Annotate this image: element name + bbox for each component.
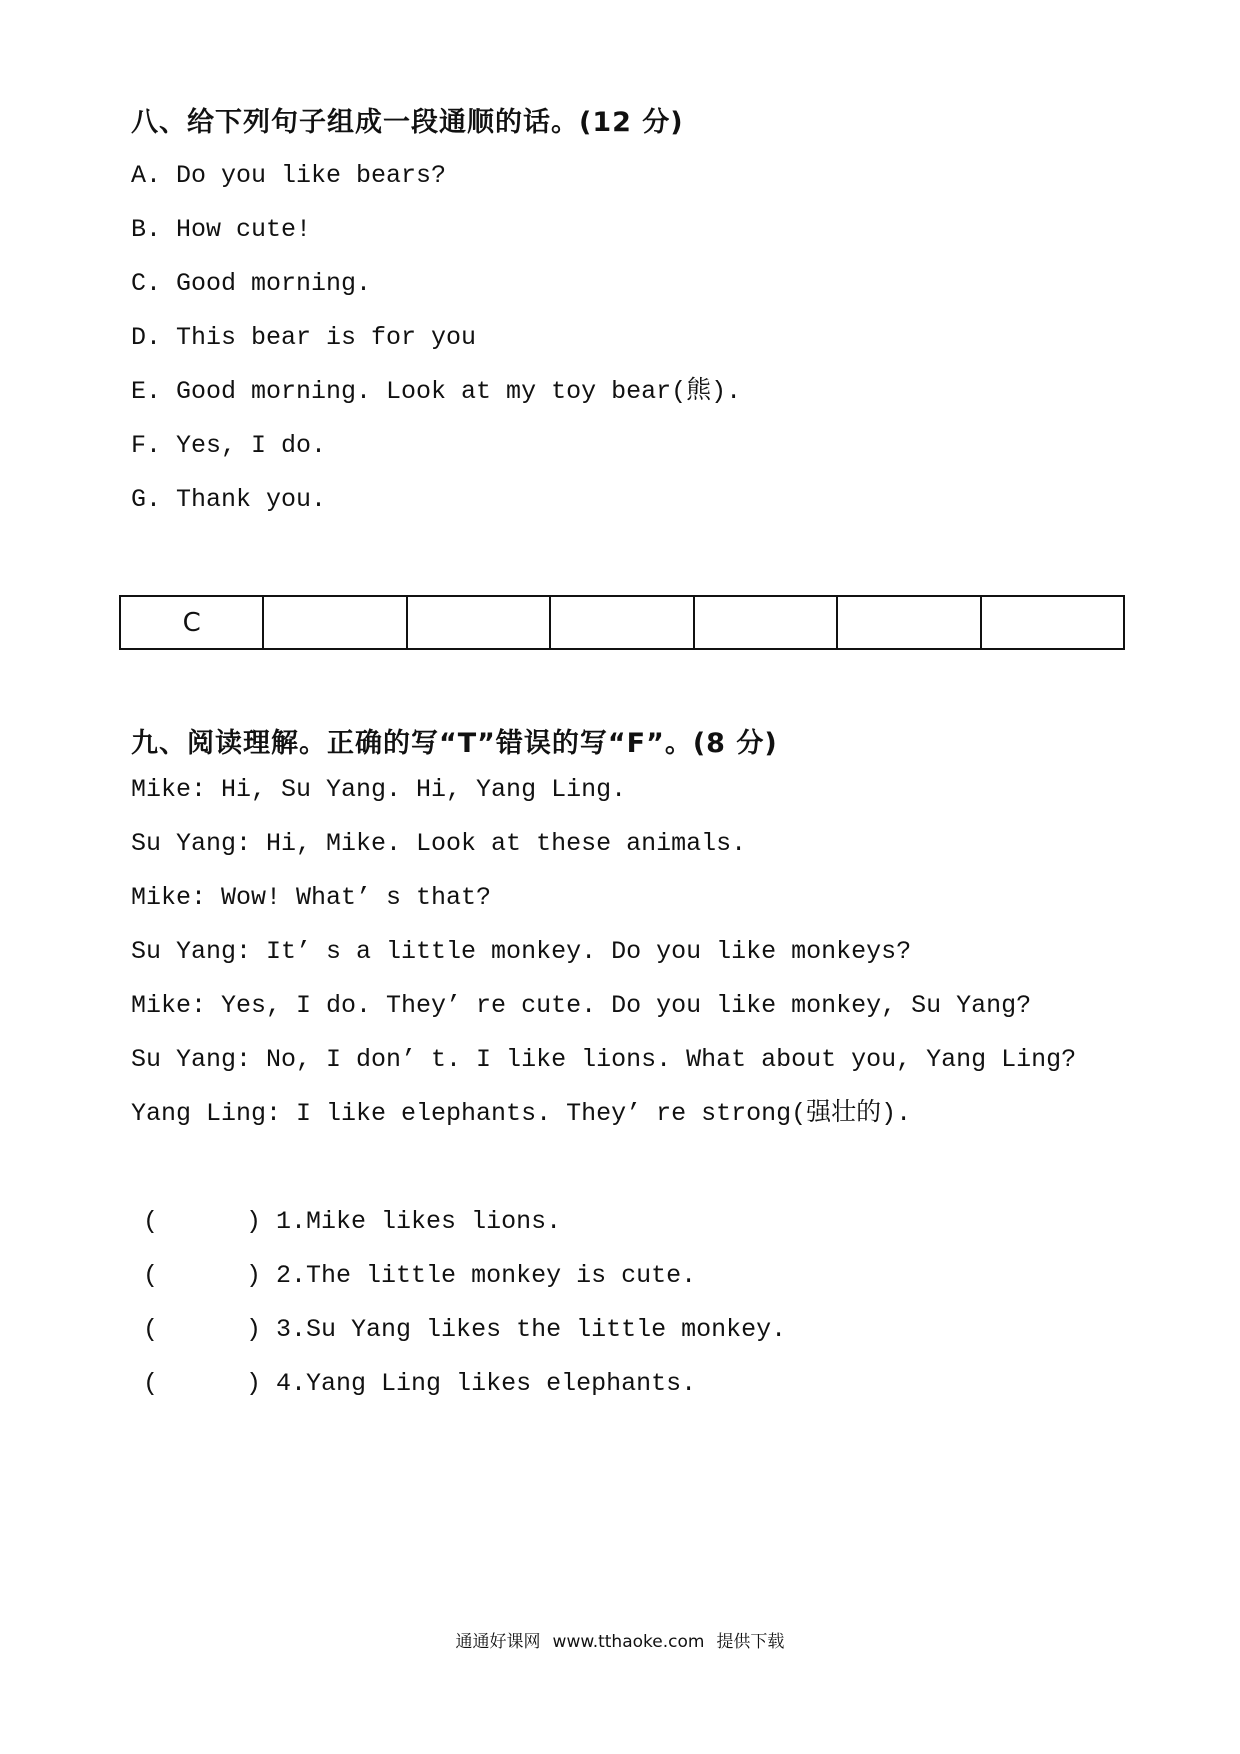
tf-statement-3: 3.Su Yang likes the little monkey. (276, 1315, 787, 1344)
tf-question-2 (143, 1261, 696, 1291)
option-g: G. Thank you. (131, 485, 327, 514)
option-c: C. Good morning. (131, 269, 372, 298)
answer-order-row (120, 596, 1124, 649)
answer-cell-2[interactable] (263, 596, 406, 649)
tf-question-4 (143, 1369, 696, 1399)
footer-note: 提供下载 (716, 1632, 785, 1652)
dialogue-line-7: Yang Ling: I like elephants. They’ re strong(强壮的). (131, 1099, 912, 1128)
paren-right: ) (246, 1315, 262, 1344)
tf-question-1 (143, 1207, 561, 1237)
answer-blank-1[interactable]: ( (143, 1207, 159, 1236)
option-f: F. Yes, I do. (131, 431, 327, 460)
tf-statement-1: 1.Mike likes lions. (276, 1207, 562, 1236)
option-a: A. Do you like bears? (131, 161, 447, 190)
answer-cell-1[interactable]: C (120, 596, 263, 649)
dialogue-line-6: Su Yang: No, I don’ t. I like lions. What about you, Yang Ling? (131, 1045, 1077, 1074)
tf-question-3 (143, 1315, 786, 1345)
answer-blank-4[interactable]: ( (143, 1369, 159, 1398)
page-footer (0, 1627, 1240, 1652)
tf-statement-2: 2.The little monkey is cute. (276, 1261, 697, 1290)
answer-cell-6[interactable] (837, 596, 980, 649)
dialogue-line-4: Su Yang: It’ s a little monkey. Do you like monkeys? (131, 937, 912, 966)
paren-right: ) (246, 1369, 262, 1398)
section-8-heading: 八、给下列句子组成一段通顺的话。(12 分) (131, 107, 684, 138)
answer-cell-4[interactable] (550, 596, 693, 649)
section-9-heading: 九、阅读理解。正确的写“T”错误的写“F”。(8 分) (131, 728, 778, 759)
dialogue-line-5: Mike: Yes, I do. They’ re cute. Do you like monkey, Su Yang? (131, 991, 1032, 1020)
answer-blank-2[interactable]: ( (143, 1261, 159, 1290)
answer-blank-3[interactable]: ( (143, 1315, 159, 1344)
option-d: D. This bear is for you (131, 323, 477, 352)
answer-cell-7[interactable] (981, 596, 1124, 649)
tf-statement-4: 4.Yang Ling likes elephants. (276, 1369, 697, 1398)
option-e: E. Good morning. Look at my toy bear(熊). (131, 377, 742, 406)
footer-site-name: 通通好课网 (455, 1632, 541, 1652)
dialogue-line-1: Mike: Hi, Su Yang. Hi, Yang Ling. (131, 775, 627, 804)
paren-right: ) (246, 1261, 262, 1290)
footer-url[interactable]: www.tthaoke.com (552, 1632, 705, 1652)
answer-cell-5[interactable] (694, 596, 837, 649)
answer-order-table (119, 595, 1125, 650)
dialogue-line-2: Su Yang: Hi, Mike. Look at these animals. (131, 829, 747, 858)
dialogue-line-3: Mike: Wow! What’ s that? (131, 883, 492, 912)
paren-right: ) (246, 1207, 262, 1236)
option-b: B. How cute! (131, 215, 312, 244)
answer-cell-3[interactable] (407, 596, 550, 649)
